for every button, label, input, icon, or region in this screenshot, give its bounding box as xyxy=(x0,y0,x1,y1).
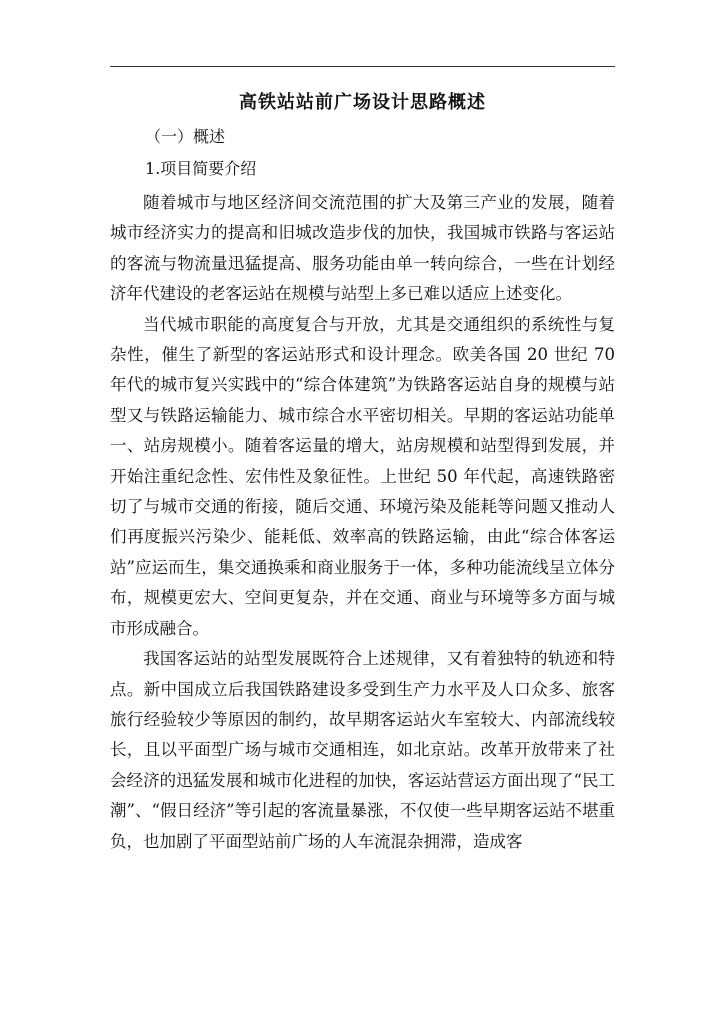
header-rule xyxy=(110,66,615,67)
section-heading: （一）概述 xyxy=(145,127,226,146)
paragraph-3: 我国客运站的站型发展既符合上述规律，又有着独特的轨迹和特点。新中国成立后我国铁路建设多受到生产力水平及人口众多、旅客旅行经验较少等原因的制约，故早期客运站火车室较大、内部流线较长，且以平面型广场与城市交通相连，如北京站。改革开放带来了社会经济的迅猛发展和城市化进程的加快，客运站营运方面出现了“民工潮”、“假日经济”等引起的客流量暴涨，不仅使一些早期客运站不堪重负，也加剧了平面型站前广场的人车流混杂拥滞，造成客 xyxy=(110,649,615,851)
document-title: 高铁站站前广场设计思路概述 xyxy=(239,92,486,113)
paragraph-1: 随着城市与地区经济间交流范围的扩大及第三产业的发展，随着城市经济实力的提高和旧城改造步伐的加快，我国城市铁路与客运站的客流与物流量迅猛提高、服务功能由单一转向综合，一些在计划经济年代建设的老客运站在规模与站型上多已难以适应上述变化。 xyxy=(110,193,615,304)
body-text xyxy=(110,188,615,857)
subsection-heading: 1.项目简要介绍 xyxy=(145,159,257,178)
paragraph-2: 当代城市职能的高度复合与开放，尤其是交通组织的系统性与复杂性，催生了新型的客运站形式和设计理念。欧美各国 20 世纪 70 年代的城市复兴实践中的“综合体建筑”为铁路客运站自身的规模与站型又与铁路运输能力、城市综合水平密切相关。早期的客运站功能单一、站房规模小。随着客运量的增大，站房规模和站型得到发展，并开始注重纪念性、宏伟性及象征性。上世纪 50 年代起，高速铁路密切了与城市交通的衔接，随后交通、环境污染及能耗等问题又推动人们再度振兴污染少、能耗低、效率高的铁路运输，由此“综合体客运站”应运而生，集交通换乘和商业服务于一体，多种功能流线呈立体分布，规模更宏大、空间更复杂，并在交通、商业与环境等多方面与城市形成融合。 xyxy=(110,314,615,638)
